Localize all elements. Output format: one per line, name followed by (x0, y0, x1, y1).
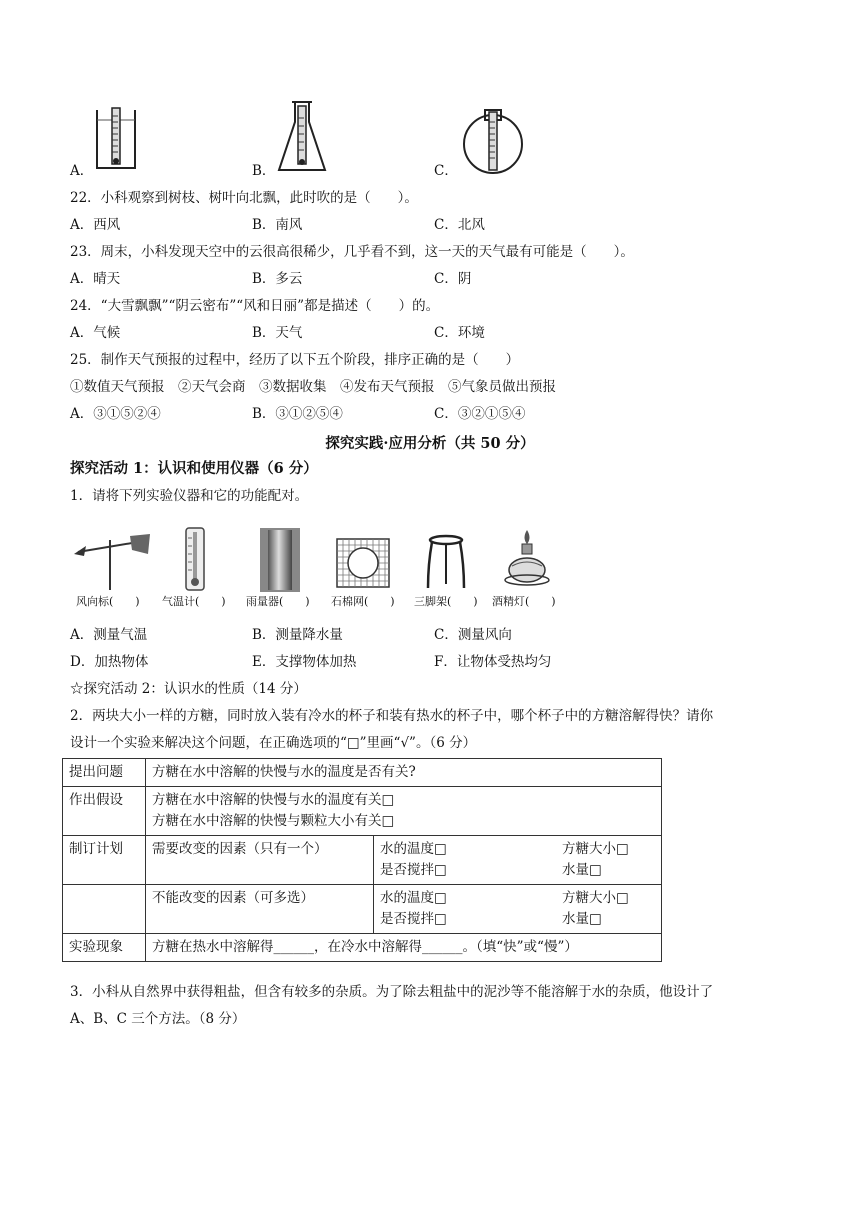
q22-option-c: C．北风 (434, 217, 485, 233)
option-sugar-size[interactable]: 方糖大小□ (562, 841, 629, 857)
q24-option-c: C．环境 (434, 325, 485, 341)
q24-option-a: A．气候 (70, 325, 121, 341)
q23-option-c: C．阴 (434, 271, 472, 287)
option-stirring[interactable]: 是否搅拌□ (380, 862, 447, 878)
q23-option-a: A．晴天 (70, 271, 121, 287)
q25-option-a: A．③①⑤②④ (70, 406, 161, 422)
q22-stem: 22．小科观察到树枝、树叶向北飘，此时吹的是（ ）。 (70, 190, 418, 206)
option-stirring[interactable]: 是否搅拌□ (380, 911, 447, 927)
wind-vane-image (74, 530, 154, 592)
activity2-q3-line1: 3．小科从自然界中获得粗盐，但含有较多的杂质。为了除去粗盐中的泥沙等不能溶解于水的杂质，他设计了 (70, 984, 714, 1000)
option-water-temperature[interactable]: 水的温度□ (380, 841, 447, 857)
experiment-plan-table (62, 758, 662, 962)
caption-rain-gauge: 雨量器( ) (246, 595, 310, 608)
row-label-empty (63, 885, 146, 934)
activity1-q1: 1．请将下列实验仪器和它的功能配对。 (70, 488, 309, 504)
q25-option-c: C．③②①⑤④ (434, 406, 526, 422)
option-water-amount[interactable]: 水量□ (562, 862, 602, 878)
conical-flask-thermometer-image (276, 100, 328, 172)
function-b: B．测量降水量 (252, 627, 343, 643)
activity2-q3-line2: A、B、C 三个方法。（8 分） (70, 1011, 246, 1027)
q25-stages: ①数值天气预报 ②天气会商 ③数据收集 ④发布天气预报 ⑤气象员做出预报 (70, 379, 556, 395)
beaker-thermometer-image (94, 106, 138, 170)
thermometer-image (184, 526, 206, 592)
q23-stem: 23．周末，小科发现天空中的云很高很稀少，几乎看不到，这一天的天气最有可能是（ ）。 (70, 244, 634, 260)
function-d: D．加热物体 (70, 654, 149, 670)
section-title: 探究实践·应用分析（共 50 分） (325, 435, 535, 452)
option-sugar-size[interactable]: 方糖大小□ (562, 890, 629, 906)
q24-option-b: B．天气 (252, 325, 303, 341)
table-row (63, 759, 662, 787)
function-c: C．测量风向 (434, 627, 512, 643)
changing-factor-label: 需要改变的因素（只有一个） (146, 836, 374, 885)
function-e: E．支撑物体加热 (252, 654, 357, 670)
caption-tripod: 三脚架( ) (414, 595, 478, 608)
activity2-q2-line1: 2．两块大小一样的方糖，同时放入装有冷水的杯子和装有热水的杯子中，哪个杯子中的方糖溶解得快？请你 (70, 708, 714, 724)
constant-factor-label: 不能改变的因素（可多选） (146, 885, 374, 934)
alcohol-lamp-image (502, 528, 552, 588)
tripod-image (424, 534, 468, 590)
table-row (63, 934, 662, 962)
question-cell: 方糖在水中溶解的快慢与水的温度是否有关? (146, 759, 662, 787)
caption-wind-vane: 风向标( ) (76, 595, 140, 608)
option-water-temperature[interactable]: 水的温度□ (380, 890, 447, 906)
round-flask-thermometer-image (460, 108, 526, 174)
activity1-title: 探究活动 1：认识和使用仪器（6 分） (70, 460, 318, 477)
table-row (63, 885, 662, 934)
q23-option-b: B．多云 (252, 271, 303, 287)
row-label: 提出问题 (63, 759, 146, 787)
q25-option-b: B．③①②⑤④ (252, 406, 343, 422)
activity2-q2-line2: 设计一个实验来解决这个问题，在正确选项的“□”里画“√”。（6 分） (70, 735, 477, 751)
caption-thermometer: 气温计( ) (162, 595, 226, 608)
asbestos-net-image (336, 538, 390, 588)
q22-option-a: A．西风 (70, 217, 121, 233)
q25-stem: 25．制作天气预报的过程中，经历了以下五个阶段，排序正确的是（ ） (70, 352, 520, 368)
activity2-title: ☆探究活动 2：认识水的性质（14 分） (70, 681, 307, 697)
q21-option-a: A． (70, 163, 94, 179)
q21-option-c: C． (434, 163, 458, 179)
option-water-amount[interactable]: 水量□ (562, 911, 602, 927)
hypothesis-particle-size[interactable]: 方糖在水中溶解的快慢与颗粒大小有关□ (152, 813, 395, 829)
hypothesis-temperature[interactable]: 方糖在水中溶解的快慢与水的温度有关□ (152, 792, 395, 808)
table-row (63, 836, 662, 885)
function-a: A．测量气温 (70, 627, 148, 643)
phenomenon-cell[interactable]: 方糖在热水中溶解得______，在冷水中溶解得______。（填“快”或“慢”） (146, 934, 662, 962)
row-label: 制订计划 (63, 836, 146, 885)
row-label: 实验现象 (63, 934, 146, 962)
q21-option-b: B． (252, 163, 276, 179)
q24-stem: 24．“大雪飘飘”“阴云密布”“风和日丽”都是描述（ ）的。 (70, 298, 440, 314)
caption-alcohol-lamp: 酒精灯( ) (492, 595, 556, 608)
rain-gauge-image (260, 528, 300, 592)
constant-factor-options (374, 885, 662, 934)
row-label: 作出假设 (63, 787, 146, 836)
changing-factor-options (374, 836, 662, 885)
caption-asbestos-net: 石棉网( ) (331, 595, 395, 608)
function-f: F．让物体受热均匀 (434, 654, 552, 670)
table-row (63, 787, 662, 836)
hypothesis-cell (146, 787, 662, 836)
q22-option-b: B．南风 (252, 217, 303, 233)
